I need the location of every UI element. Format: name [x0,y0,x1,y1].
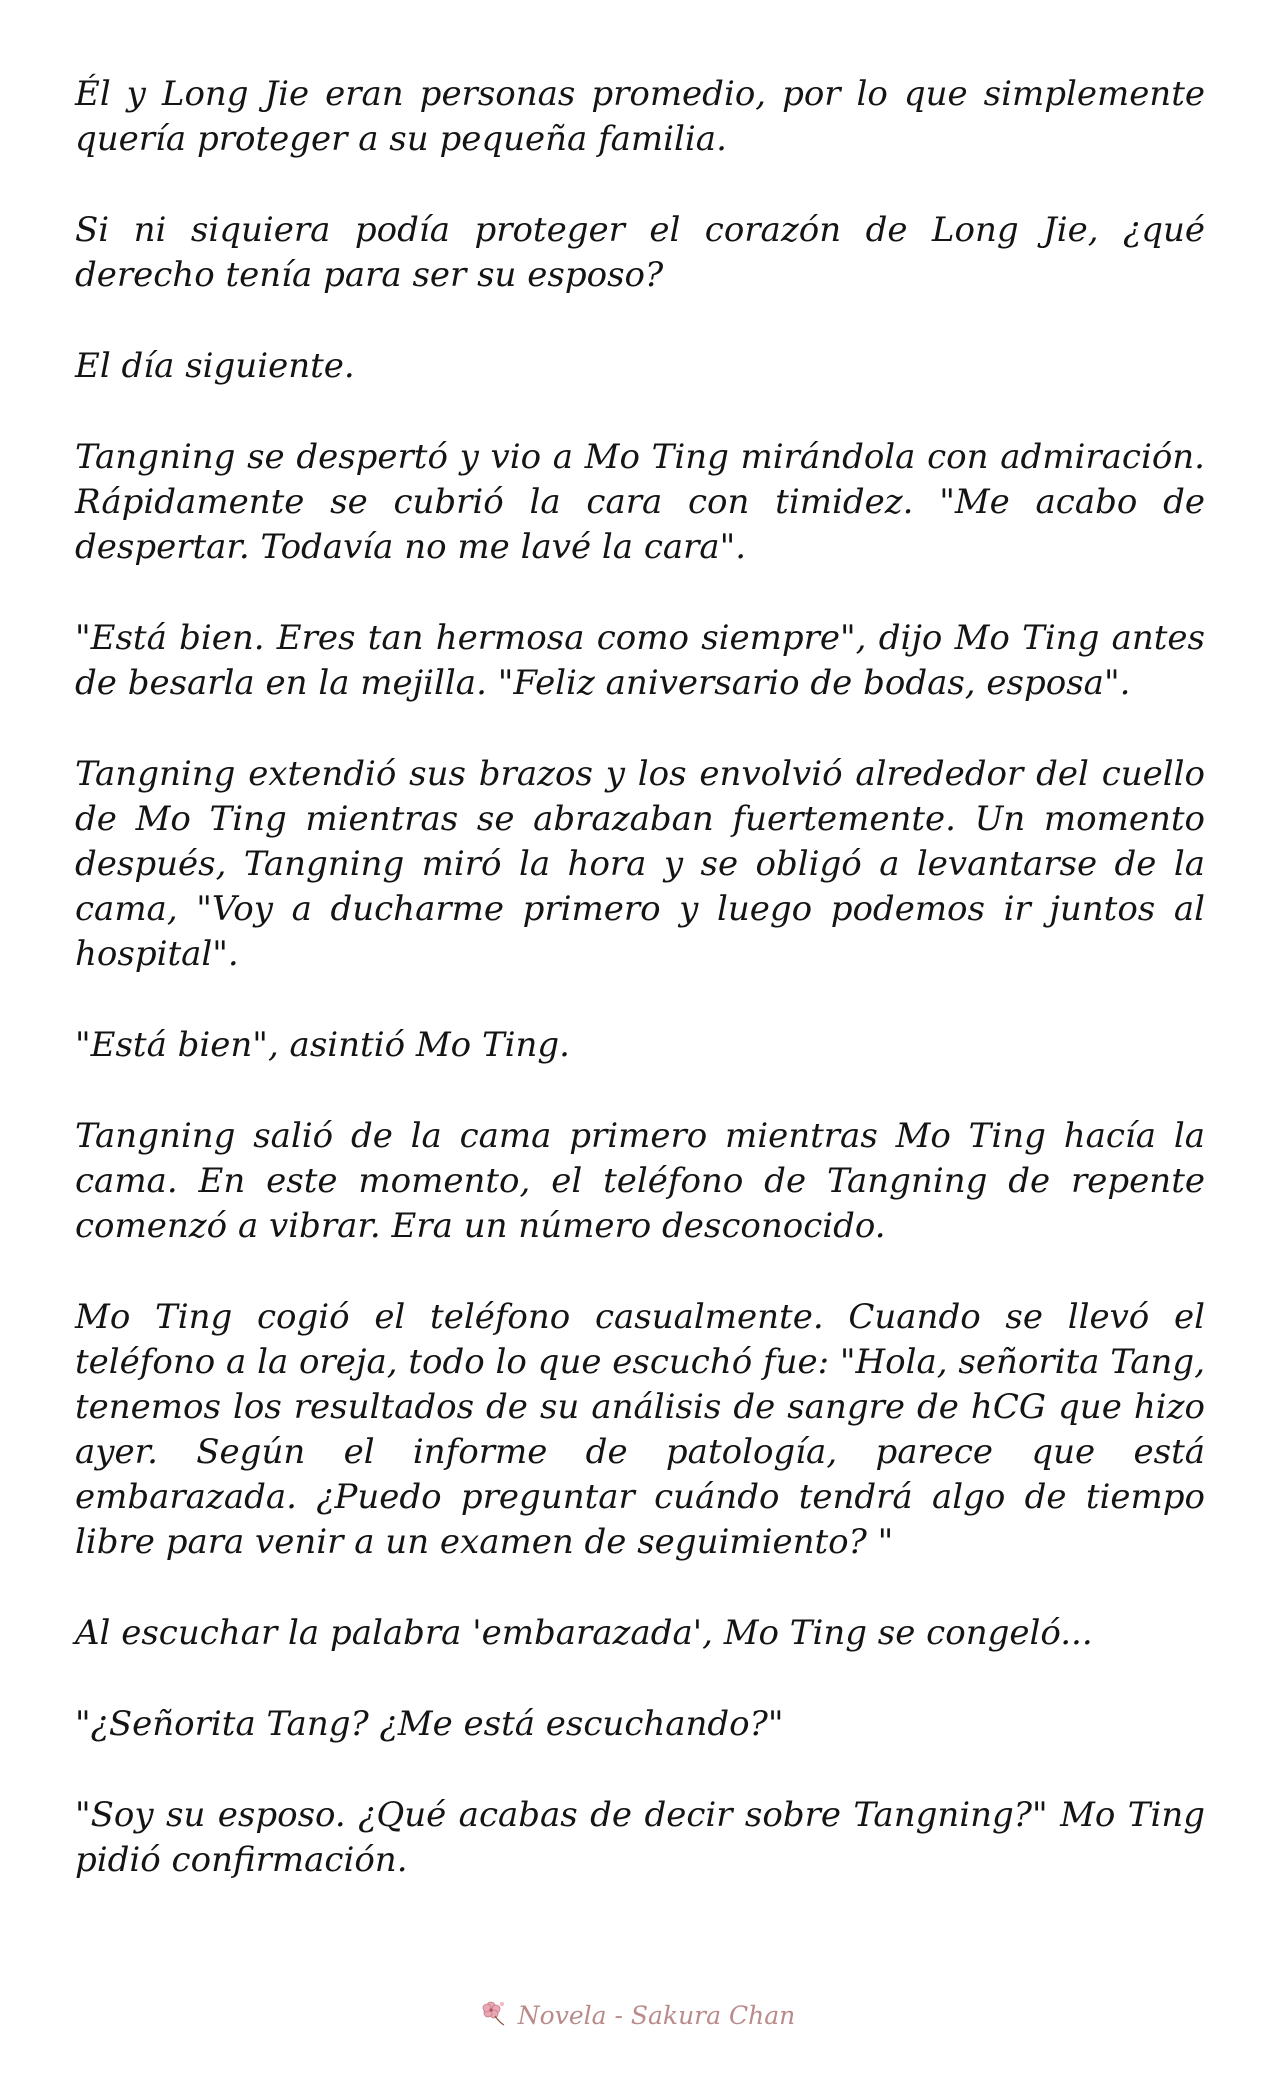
paragraph-6: Tangning extendió sus brazos y los envolvió alrededor del cuello de Mo Ting mientras se abrazaban fuertemente. Un momento después, Tangning miró la hora y se obligó a levantarse de la cama, "Voy a ducharme primero y luego podemos ir juntos al hospital". [75,754,1205,974]
paragraph-5: "Está bien. Eres tan hermosa como siempre", dijo Mo Ting antes de besarla en la mejilla. "Feliz aniversario de bodas, esposa". [75,618,1205,703]
sakura-flower-icon [480,1998,510,2028]
paragraph-1: Él y Long Jie eran personas promedio, por lo que simplemente quería proteger a su pequeña familia. [75,74,1205,159]
paragraph-12: "Soy su esposo. ¿Qué acabas de decir sobre Tangning?" Mo Ting pidió confirmación. [75,1795,1205,1880]
footer-text: Novela - Sakura Chan [517,2001,796,2030]
paragraph-7: "Está bien", asintió Mo Ting. [75,1025,570,1065]
paragraph-8: Tangning salió de la cama primero mientras Mo Ting hacía la cama. En este momento, el teléfono de Tangning de repente comenzó a vibrar. Era un número desconocido. [75,1116,1205,1246]
paragraph-3: El día siguiente. [75,346,355,386]
paragraph-4: Tangning se despertó y vio a Mo Ting mirándola con admiración. Rápidamente se cubrió la cara con timidez. "Me acabo de despertar. Todavía no me lavé la cara". [75,437,1205,567]
paragraph-11: "¿Señorita Tang? ¿Me está escuchando?" [75,1704,784,1744]
document-body [75,72,1205,1929]
paragraph-9: Mo Ting cogió el teléfono casualmente. Cuando se llevó el teléfono a la oreja, todo lo que escuchó fue: "Hola, señorita Tang, tenemos los resultados de su análisis de sangre de hCG que hizo ayer. Según el informe de patología, parece que está embarazada. ¿Puedo preguntar cuándo tendrá algo de tiempo libre para venir a un examen de seguimiento? " [75,1297,1205,1562]
paragraph-2: Si ni siquiera podía proteger el corazón de Long Jie, ¿qué derecho tenía para ser su esposo? [75,210,1205,295]
paragraph-10: Al escuchar la palabra 'embarazada', Mo Ting se congeló... [75,1613,1093,1653]
footer-watermark [0,1998,1275,2030]
